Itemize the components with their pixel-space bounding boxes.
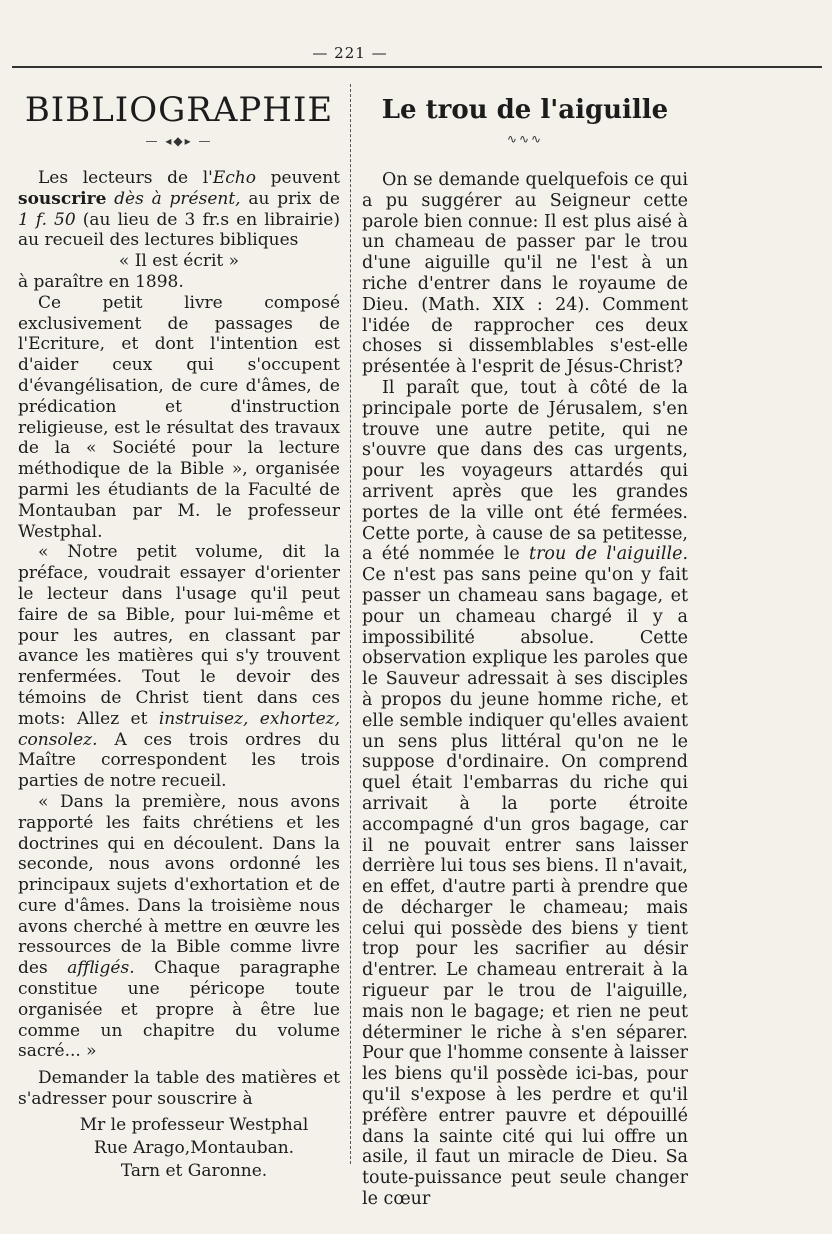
title-ornament: — ◂◆▸ — [145,134,213,148]
article-title: Le trou de l'aiguille [381,95,669,125]
header-rule [12,66,822,68]
contents-paragraph: « Dans la première, nous avons rapporté les faits chrétiens et les doctrines qui en découlent. Dans la seconde, nous avons ordonné les principaux sujets d'exhortation et de cure d'âmes. Dans la troisième nous avons cherché à mettre en œuvre les ressources de la Bible comme livre des affligés. Chaque paragraphe constitue une péricope toute organisée et propre à être lue comme un chapitre du volume sacré... » [18,791,341,1062]
bibliography-column [18,84,340,1183]
description-paragraph: Ce petit livre composé exclusivement de passages de l'Ecriture, et dont l'intention est d'aider ceux qui s'occupent d'évangélisation, de cure d'âmes, de prédication et d'instruction religieuse, est le résultat des travaux de la « Société pour la lecture méthodique de la Bible », organisée parmi les étudiants de la Faculté de Montauban par M. le professeur Westphal. [18,292,340,542]
article-paragraph-1: On se demande quelquefois ce qui a pu suggérer au Seigneur cette parole bien connue: Il est plus aisé à un chameau de passer par le trou d'une aiguille qu'il ne l'est à un riche d'entrer dans le royaume de Dieu. (Math. XIX : 24). Comment l'idée de rapprocher ces deux choses si dissemblables s'est-elle présentée à l'esprit de Jésus-Christ? [362,170,688,378]
bibliography-title: BIBLIOGRAPHIE [24,90,334,130]
article-column [362,84,688,1210]
address-line-2: Rue Arago,Montauban. [93,1137,295,1158]
intro-paragraph: Les lecteurs de l'Echo peuvent souscrire dès à présent, au prix de 1 f. 50 (au lieu de 3 fr.s en librairie) au recueil des lectures bibliques [18,168,340,251]
address-line-3: Tarn et Garonne. [120,1160,268,1181]
page-number: — 221 — [312,44,388,62]
order-paragraph: Demander la table des matières et s'adresser pour souscrire à [18,1068,340,1110]
column-divider [350,84,351,1164]
article-paragraph-2: Il paraît que, tout à côté de la principale porte de Jérusalem, s'en trouve une autre petite, qui ne s'ouvre que dans des cas urgents, pour les voyageurs attardés qui arrivent après que les grandes portes de la ville ont été fermées. Cette porte, à cause de sa petitesse, a été nommée le trou de l'aiguille. Ce n'est pas sans peine qu'on y fait passer un chameau sans bagage, et pour un chameau chargé il y a impossibilité absolue. Cette observation explique les paroles que le Sauveur adressait à ses disciples à propos du jeune homme riche, et elle semble indiquer qu'elles avaient un sens plus littéral qu'on ne le suppose d'ordinaire. On comprend quel était l'embarras du riche qui arrivait à la porte étroite accompagné d'un gros bagage, car il ne pouvait entrer sans laisser derrière lui tous ses biens. Il n'avait, en effet, d'autre parti à prendre que de décharger le chameau; mais celui qui possède des biens y tient trop pour les sacrifier au désir d'entrer. Le chameau entrerait à la rigueur par le trou de l'aiguille, mais non le bagage; et rien ne peut déterminer le riche à s'en séparer. Pour que l'homme consente à laisser les biens qu'il possède ici-bas, pour qu'il s'expose à les perdre et qu'il préfère entrer pauvre et dépouillé dans la sainte cité qui lui offre un asile, il faut un miracle de Dieu. Sa toute-puissance peut seule changer le cœur [362,377,689,1210]
preface-paragraph: « Notre petit volume, dit la préface, voudrait essayer d'orienter le lecteur dans l'usage qu'il peut faire de sa Bible, pour lui-même et pour les autres, en classant par avance les matières qui s'y trouvent renfermées. Tout le devoir des témoins de Christ tient dans ces mots: Allez et instruisez, exhortez, consolez. A ces trois ordres du Maître correspondent les trois parties de notre recueil. [18,542,340,792]
book-title: « Il est écrit » [118,251,240,272]
address-line-1: Mr le professeur Westphal [79,1114,309,1135]
appear-line: à paraître en 1898. [18,271,184,292]
article-ornament: ∿∿∿ [506,132,544,146]
